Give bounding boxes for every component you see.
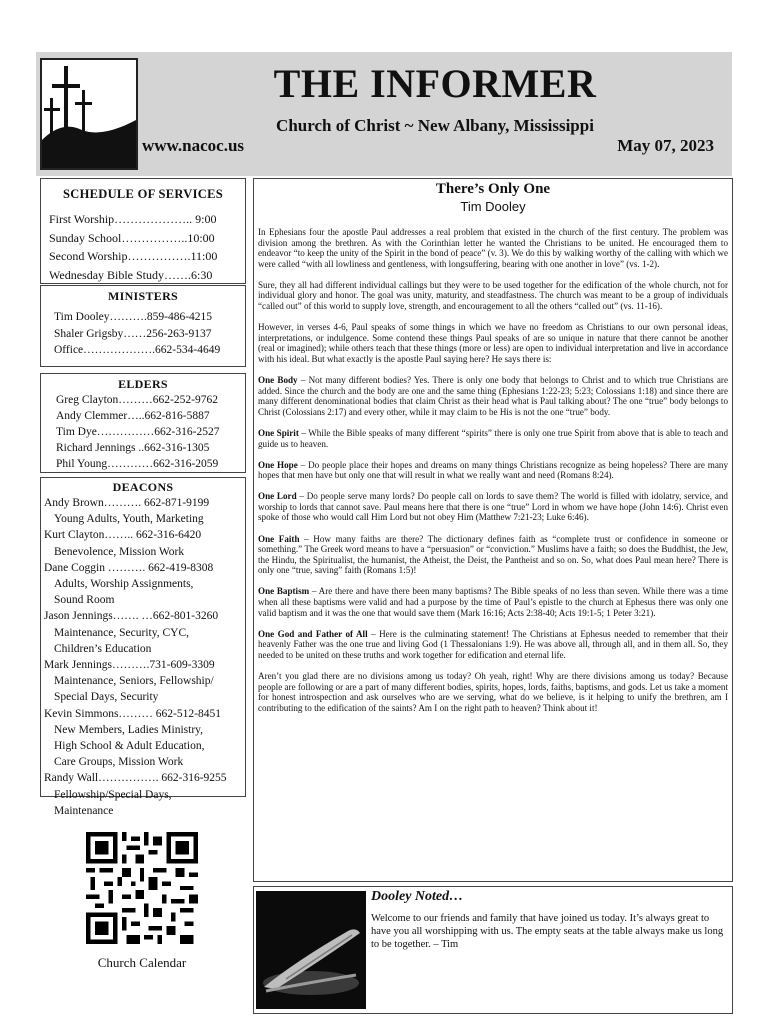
deacon-row: Mark Jennings……….731-609-3309 — [44, 659, 215, 672]
crosses-logo — [40, 58, 138, 170]
elder-row: Richard Jennings ..662-316-1305 — [56, 442, 210, 454]
main-article — [253, 178, 733, 882]
elder-row: Andy Clemmer…..662-816-5887 — [56, 410, 210, 422]
article-paragraph: However, in verses 4-6, Paul speaks of some things in which we have no freedom as Christians to our own personal ideas, interpretations, or indulgence. Some contend these things Paul speaks of are so unique in nature that there cannot be another (real or imagined); while others teach that these things (more or less) are open to individual interpretation and live in accordance with his ideal. But what exactly is the apostle Paul saying here? He says there is: — [258, 322, 728, 364]
deacon-row: Kurt Clayton…….. 662-316-6420 — [44, 529, 202, 542]
deacon-row: Randy Wall……………. 662-316-9255 — [44, 772, 227, 785]
ministers-title: MINISTERS — [107, 289, 179, 303]
deacon-duties: High School & Adult Education, — [54, 740, 205, 753]
church-name: Church of Christ ~ New Albany, Mississippi — [276, 116, 594, 135]
deacon-duties: Benevolence, Mission Work — [54, 545, 185, 558]
dooley-noted-box — [253, 886, 733, 1014]
deacon-duties: Maintenance, Seniors, Fellowship/ — [54, 675, 214, 688]
article-title: There’s Only One — [435, 181, 551, 197]
website-link[interactable]: www.nacoc.us — [142, 136, 245, 155]
article-paragraph: One Baptism – Are there and have there been many baptisms? The Bible speaks of no less than seven. While there was a time when all these baptisms were valid and had a purpose by the time of Paul’s epistle to the church at Ephesus there was only one valid baptism and it was the one that would save them (Mark 16:16; Acts 2:38-40; Acts 19:1-5; 1 Peter 3:21). — [258, 586, 728, 618]
article-paragraph: Sure, they all had different individual callings but they were to be used together for the edification of the whole church, not for individual glory and honor. The goal was unity, maturity, and steadfastness. The church was meant to be a group of individuals “called out” of this world to supply love, strength, and encouragement to all the others “called out” (vs. 11-16). — [258, 279, 728, 312]
dooley-noted-text: Welcome to our friends and family that have joined us today. It’s always great to have you all worshipping with us. The empty seats at the table always make us long to be together. – Tim — [371, 913, 724, 950]
deacons-box — [40, 477, 246, 817]
deacon-row: Andy Brown………. 662-871-9199 — [44, 497, 210, 509]
article-author: Tim Dooley — [460, 199, 526, 214]
deacon-duties: Sound Room — [54, 594, 115, 607]
article-paragraph: In Ephesians four the apostle Paul addresses a real problem that existed in the church of the first century. The problem was division among the brethren. As with the Corinthian letter he wanted the Christians to be united. He encouraged them to endeavor “to keep the unity of the Spirit in the bond of peace” (v. 3). We do this by walking worthy of the calling with which we were called “with all lowliness and gentleness, with longsuffering, bearing with one another in love” (vs. 1-2). — [258, 227, 728, 269]
article-paragraph: One God and Father of All – Here is the culminating statement! The Christians at Ephesus needed to remember that their heavenly Father was the one true and living God (1 Thessalonians 1:9). He was above all, through all, and in them all. So, they needed to be united on these truths and work together for edification and eternal life. — [258, 628, 728, 660]
elder-row: Phil Young…………662-316-2059 — [56, 458, 219, 470]
newsletter-title: THE INFORMER — [273, 61, 597, 106]
deacons-title: DEACONS — [112, 480, 174, 494]
deacon-duties: Fellowship/Special Days, — [54, 788, 172, 801]
deacon-row: Kevin Simmons……… 662-512-8451 — [44, 707, 221, 720]
elder-row: Tim Dye……………662-316-2527 — [56, 426, 220, 438]
dooley-noted-title: Dooley Noted… — [371, 889, 464, 904]
article-paragraph: One Body – Not many different bodies? Yes. There is only one body that belongs to Christ and to which true Christians are added. Since the church and the body are one and the same thing (Ephesians 1:22-23; 5:23; Colossians 1:18) and since there are many different denominational bodies that claim Christ as their head what is Paul talking about? The one “true” body belongs to Christ (Colossians 2:17) and every other, while it may claim to be His is not the one “true” body. — [258, 375, 728, 417]
schedule-row: Sunday School……………..10:00 — [49, 230, 215, 245]
deacon-duties: Special Days, Security — [54, 691, 159, 704]
calendar-qr-code[interactable] — [86, 832, 198, 944]
minister-row: Tim Dooley……….859-486-4215 — [54, 311, 213, 323]
article-paragraph: One Spirit – While the Bible speaks of many different “spirits” there is only one true Spirit from above that is able to teach and guide us to heaven. — [258, 427, 728, 449]
qr-caption: Church Calendar — [97, 955, 187, 970]
deacon-duties: Maintenance, Security, CYC, — [54, 626, 189, 639]
deacon-duties: Young Adults, Youth, Marketing — [54, 513, 204, 526]
schedule-row: Wednesday Bible Study…….6:30 — [49, 267, 213, 282]
deacon-duties: New Members, Ladies Ministry, — [54, 723, 204, 736]
schedule-box — [40, 178, 246, 284]
schedule-row: First Worship……………….. 9:00 — [49, 212, 217, 226]
ministers-box — [40, 285, 246, 367]
issue-date: May 07, 2023 — [617, 136, 714, 155]
quill-pen-image — [256, 891, 366, 1009]
article-paragraph: Aren’t you glad there are no divisions among us today? Oh yeah, right! Why are there divisions among us today? Because people are following or are a part of many different bodies, spirits, hopes, lords, faiths, baptisms, and gods. Let us take a moment for honest introspection and ask ourselves who are we serving, what do we believe, is it helping to unify the brethren, am I contributing to the edification of the saints? Am I on the right path to heaven? Think about it! — [258, 671, 728, 713]
elders-title: ELDERS — [118, 377, 168, 391]
deacon-duties: Care Groups, Mission Work — [54, 756, 184, 769]
article-paragraph: One Hope – Do people place their hopes and dreams on many things Christians recognize as being hopeless? There are many hopes that men have but only one that will result in what we really want and need (Romans 8:24). — [258, 459, 728, 481]
article-paragraph: One Faith – How many faiths are there? The dictionary defines faith as “complete trust or confidence in someone or something.” The Greek word means to have a “persuasion” or “conviction.” Muslims have a faith; so does the Buddhist, the Jew, the Hindu, the Spiritualist, the humanist, the Atheist, the Deist, the Pantheist and so on. So, what does Paul mean here? There is only one “true, saving” faith (Romans 1:5)! — [258, 533, 728, 576]
elders-box — [40, 373, 246, 473]
deacon-duties: Maintenance — [54, 804, 114, 817]
deacon-duties: Children’s Education — [54, 642, 152, 655]
minister-row: Office……………….662-534-4649 — [54, 344, 221, 356]
article-paragraph: One Lord – Do people serve many lords? Do people call on lords to save them? The world is filled with idolatry, service, and worship to lords that cannot save. Paul means here that there is one “true” Lord in whom we have hope (John 14:6). Christ even spoke of those who would call Him Lord but not obey Him (Matthew 7:21-23; Luke 6:46). — [258, 491, 728, 523]
minister-row: Shaler Grigsby……256-263-9137 — [54, 327, 212, 340]
elder-row: Greg Clayton………662-252-9762 — [56, 394, 218, 406]
schedule-row: Second Worship…………….11:00 — [49, 249, 218, 263]
article-body — [258, 227, 728, 724]
schedule-title: SCHEDULE OF SERVICES — [63, 187, 223, 201]
deacon-duties: Adults, Worship Assignments, — [54, 578, 194, 591]
deacon-row: Jason Jennings……. …662-801-3260 — [44, 610, 219, 623]
deacon-row: Dane Coggin ………. 662-419-8308 — [44, 561, 214, 574]
